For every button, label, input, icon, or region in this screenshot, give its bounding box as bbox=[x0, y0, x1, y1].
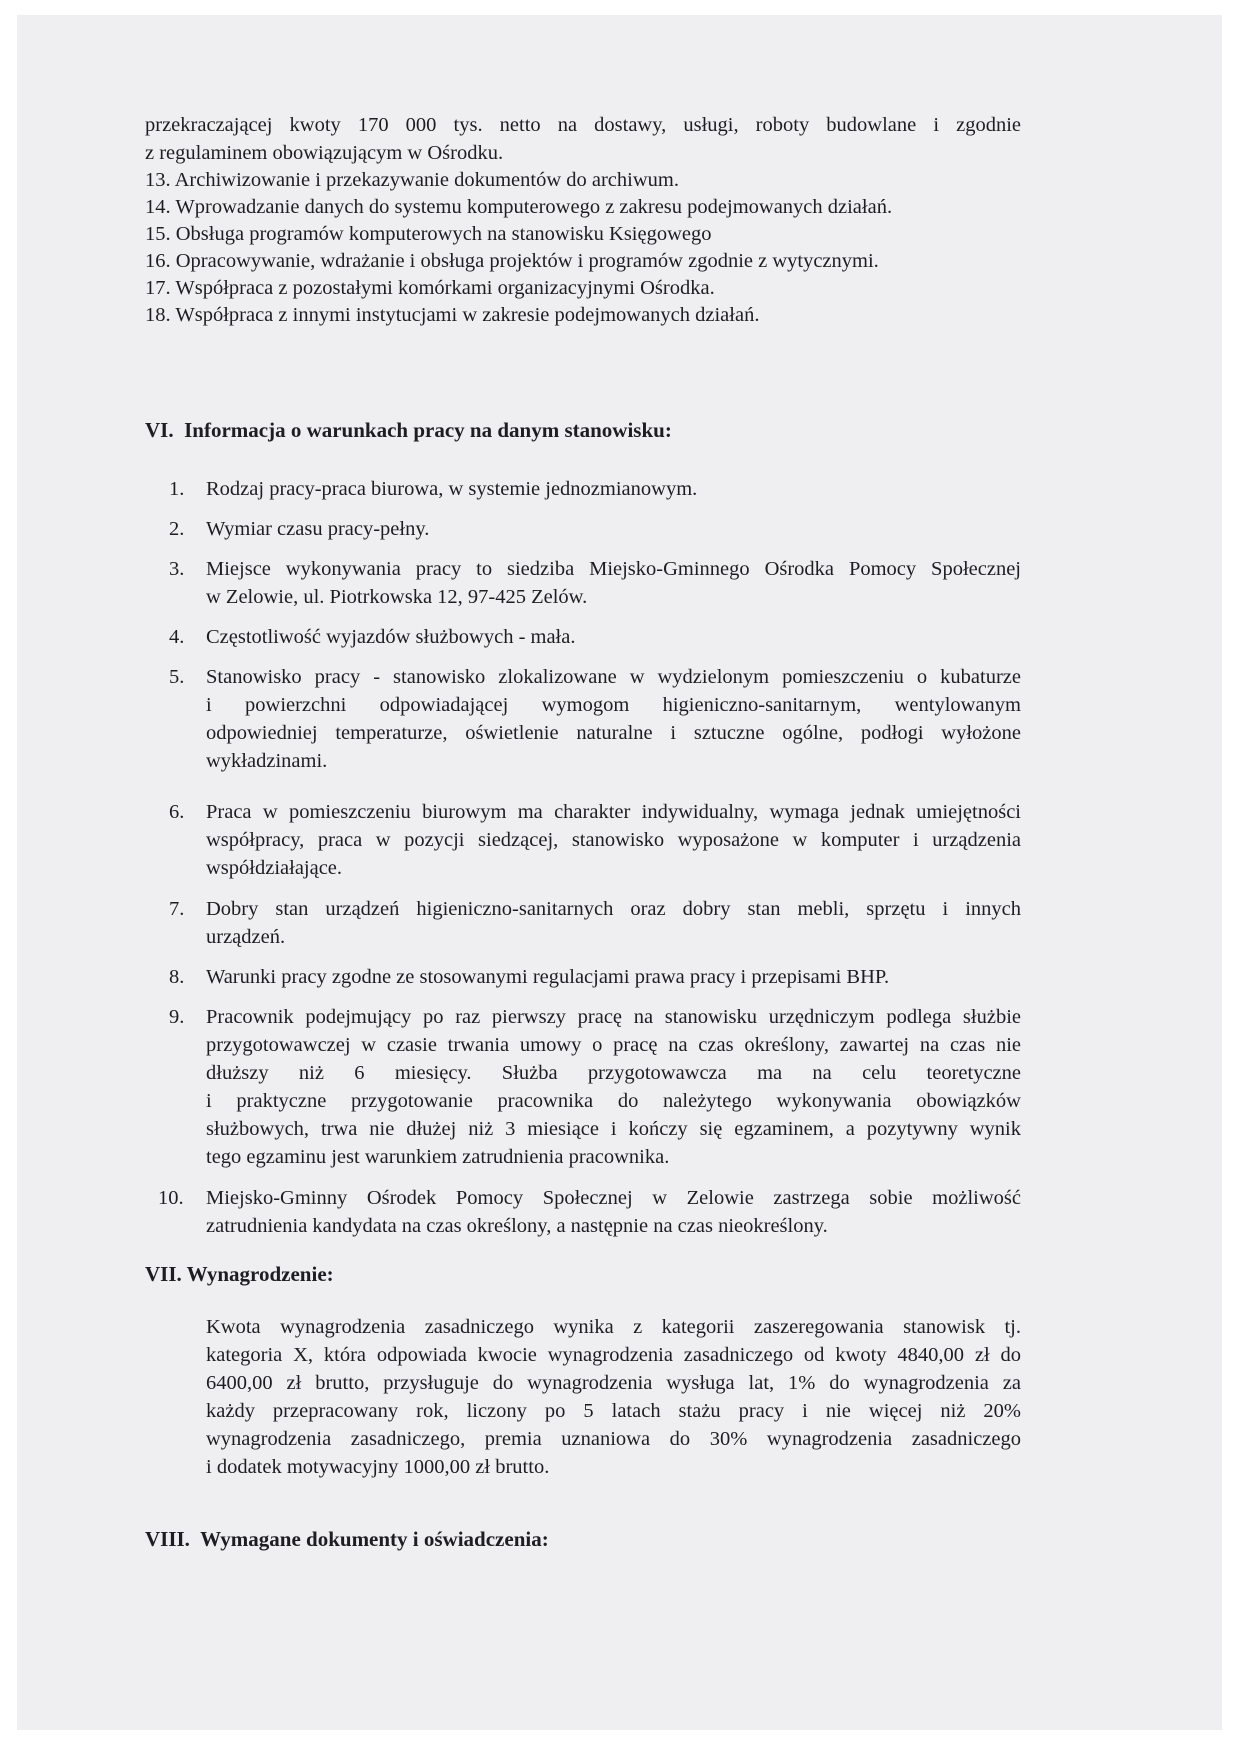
item-text: Warunki pracy zgodne ze stosowanymi regulacjami prawa pracy i przepisami BHP. bbox=[206, 966, 890, 988]
section-8-heading bbox=[145, 1525, 549, 1553]
item-text: odpowiedniej temperaturze, oświetlenie naturalne i sztuczne ogólne, podłogi wyłożone bbox=[206, 722, 1021, 744]
item-number: 4. bbox=[169, 626, 185, 648]
item-text: tego egzaminu jest warunkiem zatrudnienia pracownika. bbox=[206, 1146, 670, 1168]
continuation-line: przekraczającej kwoty 170 000 tys. netto na dostawy, usługi, roboty budowlane i zgodnie bbox=[145, 114, 1021, 136]
item-number: 6. bbox=[169, 801, 185, 823]
duty-item bbox=[145, 220, 712, 248]
duty-item bbox=[145, 166, 679, 194]
duty-text: Obsługa programów komputerowych na stanowisku Księgowego bbox=[175, 223, 712, 245]
item-text: Pracownik podejmujący po raz pierwszy pracę na stanowisku urzędniczym podlega służbie bbox=[206, 1006, 1021, 1028]
item-text: Praca w pomieszczeniu biurowym ma charakter indywidualny, wymaga jednak umiejętności bbox=[206, 801, 1021, 823]
duty-text: Opracowywanie, wdrażanie i obsługa projektów i programów zgodnie z wytycznymi. bbox=[175, 250, 879, 272]
duty-text: Współpraca z pozostałymi komórkami organizacyjnymi Ośrodka. bbox=[175, 277, 715, 299]
section-title: Wymagane dokumenty i oświadczenia: bbox=[200, 1527, 549, 1551]
item-number: 1. bbox=[169, 478, 185, 500]
item-text: i powierzchni odpowiadającej wymogom higieniczno-sanitarnym, wentylowanym bbox=[206, 694, 1021, 716]
duty-number: 13. bbox=[145, 169, 171, 191]
item-number: 5. bbox=[169, 666, 185, 688]
item-text: współpracy, praca w pozycji siedzącej, stanowisko wyposażone w komputer i urządzenia bbox=[206, 829, 1021, 851]
section-number: VII. bbox=[145, 1262, 182, 1286]
continuation-line: z regulaminem obowiązującym w Ośrodku. bbox=[145, 142, 504, 164]
duty-text: Współpraca z innymi instytucjami w zakresie podejmowanych działań. bbox=[175, 304, 760, 326]
duty-item bbox=[145, 247, 879, 275]
section-6-heading bbox=[145, 416, 672, 444]
section-7-heading bbox=[145, 1260, 334, 1288]
item-text: współdziałające. bbox=[206, 857, 343, 879]
duty-number: 15. bbox=[145, 223, 171, 245]
item-text: Miejsko-Gminny Ośrodek Pomocy Społecznej w Zelowie zastrzega sobie możliwość bbox=[206, 1187, 1021, 1209]
scanned-page bbox=[17, 15, 1222, 1730]
salary-text: Kwota wynagrodzenia zasadniczego wynika z kategorii zaszeregowania stanowisk tj. bbox=[206, 1316, 1021, 1338]
section-title: Wynagrodzenie: bbox=[186, 1262, 334, 1286]
item-text: Stanowisko pracy - stanowisko zlokalizowane w wydzielonym pomieszczeniu o kubaturze bbox=[206, 666, 1021, 688]
item-text: Częstotliwość wyjazdów służbowych - mała. bbox=[206, 626, 576, 648]
duty-item bbox=[145, 274, 715, 302]
item-text: przygotowawczej w czasie trwania umowy o pracę na czas określony, zawartej na czas nie bbox=[206, 1034, 1021, 1056]
item-text: wykładzinami. bbox=[206, 750, 328, 772]
salary-text: i dodatek motywacyjny 1000,00 zł brutto. bbox=[206, 1456, 550, 1478]
item-number: 7. bbox=[169, 898, 185, 920]
duty-number: 16. bbox=[145, 250, 171, 272]
section-title: Informacja o warunkach pracy na danym stanowisku: bbox=[184, 418, 672, 442]
item-text: Dobry stan urządzeń higieniczno-sanitarnych oraz dobry stan mebli, sprzętu i innych bbox=[206, 898, 1021, 920]
duty-text: Archiwizowanie i przekazywanie dokumentów do archiwum. bbox=[174, 169, 679, 191]
item-number: 8. bbox=[169, 966, 185, 988]
item-text: zatrudnienia kandydata na czas określony, a następnie na czas nieokreślony. bbox=[206, 1215, 828, 1237]
item-text: Rodzaj pracy-praca biurowa, w systemie jednozmianowym. bbox=[206, 478, 698, 500]
item-text: Wymiar czasu pracy-pełny. bbox=[206, 518, 430, 540]
document-body bbox=[17, 15, 1222, 1730]
item-number: 2. bbox=[169, 518, 185, 540]
item-text: w Zelowie, ul. Piotrkowska 12, 97-425 Zelów. bbox=[206, 586, 588, 608]
item-number: 10. bbox=[158, 1187, 184, 1209]
section-number: VI. bbox=[145, 418, 174, 442]
duty-item bbox=[145, 193, 892, 221]
salary-text: kategoria X, która odpowiada kwocie wynagrodzenia zasadniczego od kwoty 4840,00 zł do bbox=[206, 1344, 1021, 1366]
section-number: VIII. bbox=[145, 1527, 190, 1551]
salary-text: wynagrodzenia zasadniczego, premia uznaniowa do 30% wynagrodzenia zasadniczego bbox=[206, 1428, 1021, 1450]
duty-item bbox=[145, 301, 759, 329]
duty-text: Wprowadzanie danych do systemu komputerowego z zakresu podejmowanych działań. bbox=[175, 196, 893, 218]
item-text: urządzeń. bbox=[206, 926, 286, 948]
item-text: dłuższy niż 6 miesięcy. Służba przygotowawcza ma na celu teoretyczne bbox=[206, 1062, 1021, 1084]
duty-number: 18. bbox=[145, 304, 171, 326]
item-number: 9. bbox=[169, 1006, 185, 1028]
item-text: i praktyczne przygotowanie pracownika do należytego wykonywania obowiązków bbox=[206, 1090, 1021, 1112]
duty-number: 17. bbox=[145, 277, 171, 299]
salary-text: każdy przepracowany rok, liczony po 5 latach stażu pracy i nie więcej niż 20% bbox=[206, 1400, 1021, 1422]
item-text: Miejsce wykonywania pracy to siedziba Miejsko-Gminnego Ośrodka Pomocy Społecznej bbox=[206, 558, 1021, 580]
salary-text: 6400,00 zł brutto, przysługuje do wynagrodzenia wysługa lat, 1% do wynagrodzenia za bbox=[206, 1372, 1021, 1394]
item-text: służbowych, trwa nie dłużej niż 3 miesiące i kończy się egzaminem, a pozytywny wynik bbox=[206, 1118, 1021, 1140]
duty-number: 14. bbox=[145, 196, 171, 218]
item-number: 3. bbox=[169, 558, 185, 580]
